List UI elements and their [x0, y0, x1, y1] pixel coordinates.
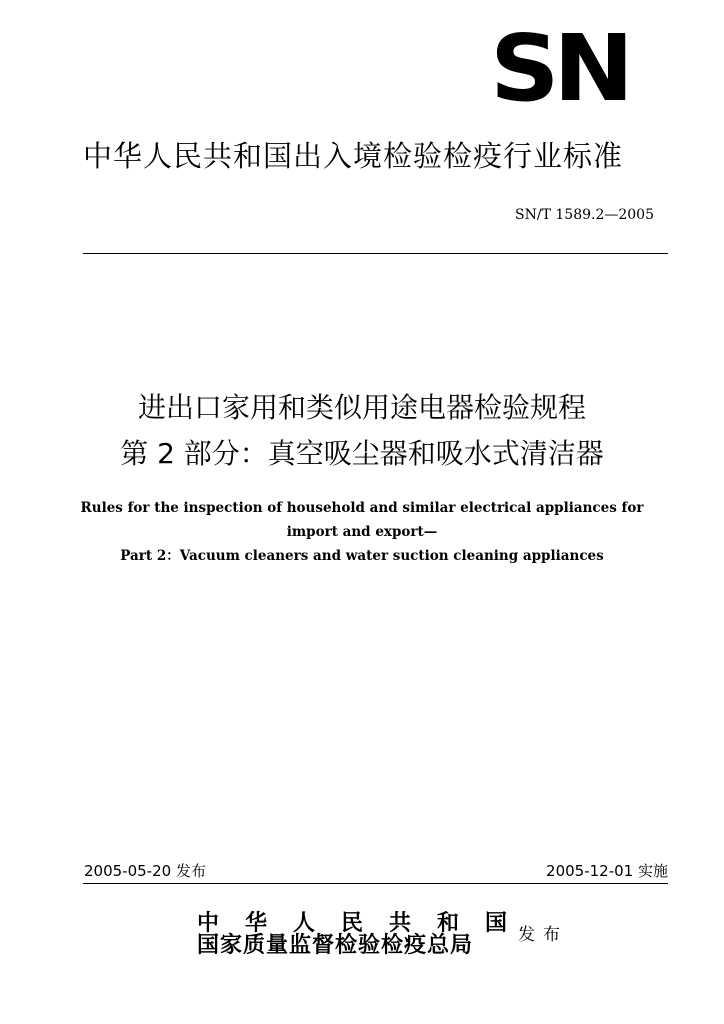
issue-date: 2005-05-20 发布: [84, 862, 206, 880]
title-en-line2: import and export—: [286, 524, 438, 540]
title-cn-line1: 进出口家用和类似用途电器检验规程: [137, 391, 586, 424]
title-en-line1: Rules for the inspection of household and similar electrical appliances for: [80, 500, 644, 516]
publisher-line1: 中华人民共和国: [197, 910, 534, 936]
title-en-line3: Part 2：Vacuum cleaners and water suction cleaning appliances: [120, 548, 604, 564]
effective-date: 2005-12-01 实施: [546, 862, 668, 880]
sn-logo: SN: [490, 15, 628, 122]
publish-label: 发布: [518, 925, 568, 945]
publisher-line2: 国家质量监督检验检疫总局: [197, 932, 474, 958]
title-cn-line2: 第 2 部分：真空吸尘器和吸水式清洁器: [120, 437, 604, 470]
header-divider: [83, 253, 668, 254]
standard-code: SN/T 1589.2—2005: [515, 207, 654, 223]
footer-divider: [83, 883, 668, 884]
issuing-standard-category: 中华人民共和国出入境检验检疫行业标准: [83, 139, 624, 173]
